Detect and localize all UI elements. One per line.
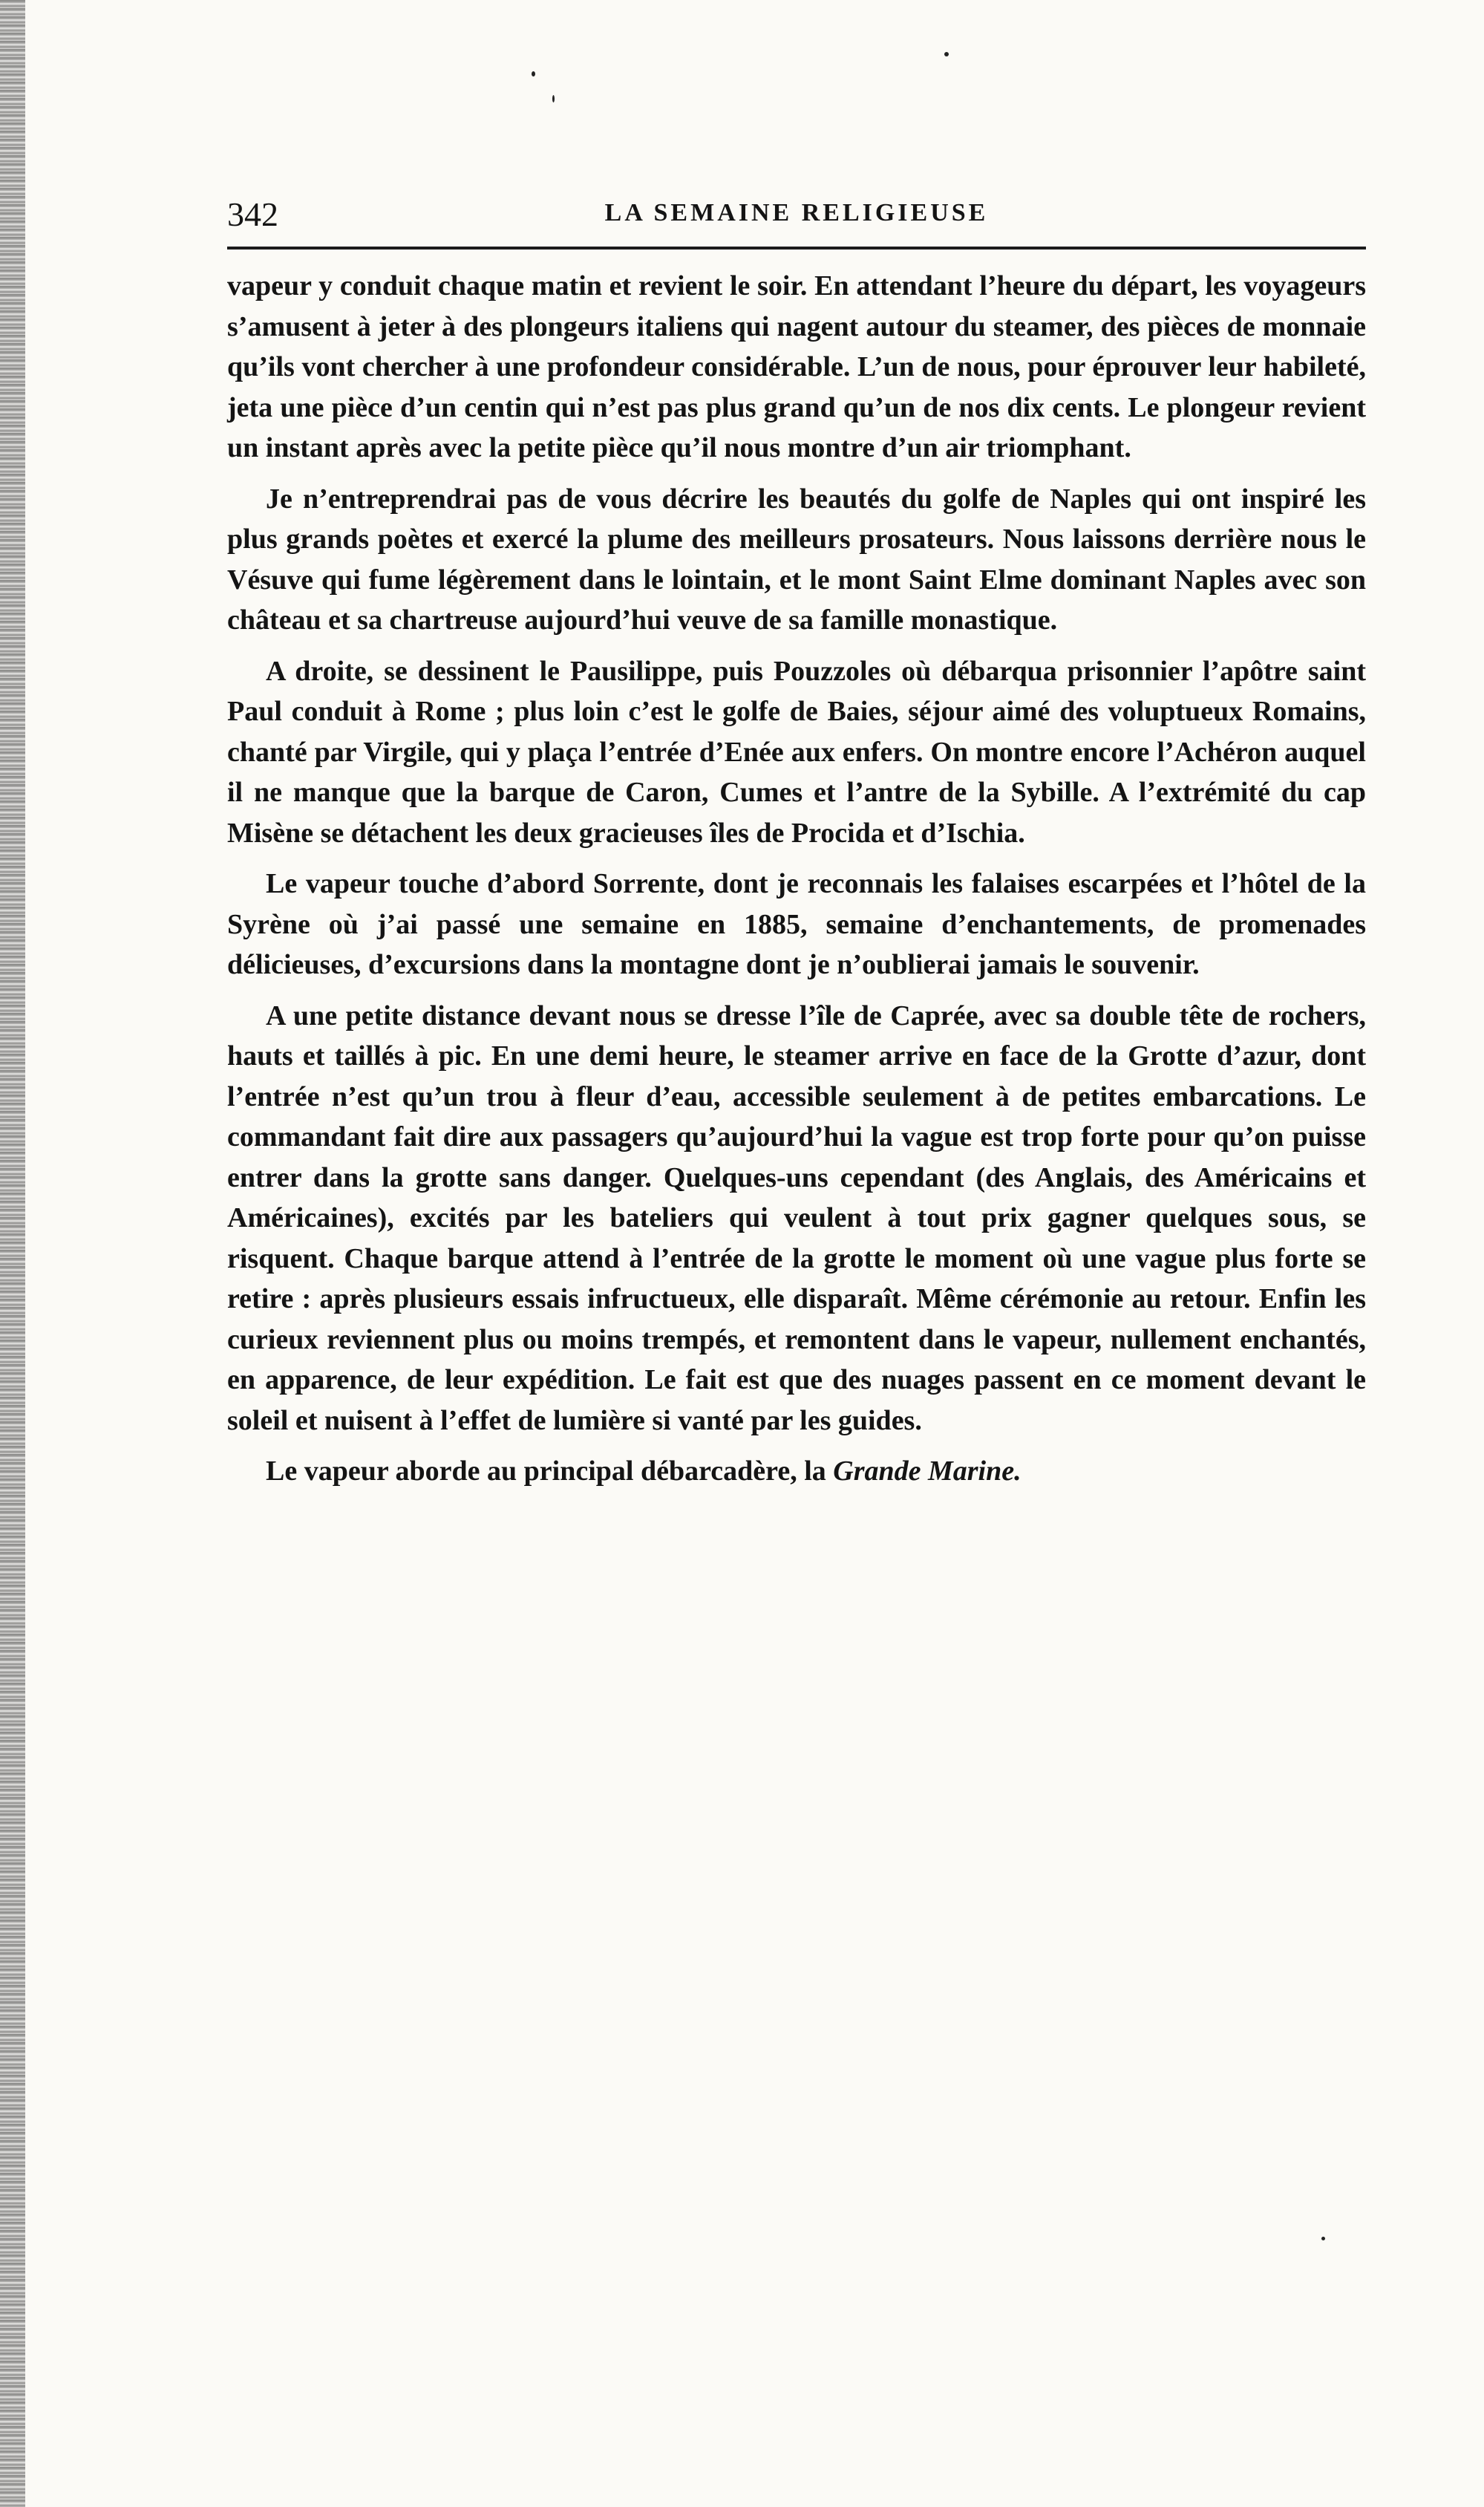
last-paragraph-italic: Grande Marine. (833, 1455, 1022, 1487)
paragraph-grande-marine (227, 1451, 1366, 1492)
header-rule (227, 247, 1366, 250)
paragraph-pausilippe: A droite, se dessinent le Pausilippe, puis Pouzzoles où débarqua prisonnier l’apôtre saint Paul conduit à Rome ; plus loin c’est le golfe de Baies, séjour aimé des voluptueux Romains, chanté par Virgile, qui y plaça l’entrée d’Enée aux enfers. On montre encore l’Achéron auquel il ne manque que la barque de Caron, Cumes et l’antre de la Sybille. A l’extrémité du cap Misène se détachent les deux gracieuses îles de Procida et d’Ischia. (227, 655, 1366, 849)
paragraph-sorrente: Le vapeur touche d’abord Sorrente, dont je reconnais les falaises escarpées et l’hôtel de la Syrène où j’ai passé une semaine en 1885, semaine d’enchantements, de promenades délicieuses, d’excursions dans la montagne dont je n’oublierai jamais le souvenir. (227, 868, 1366, 980)
text-body (227, 266, 1366, 1492)
paragraph-golfe-naples: Je n’entreprendrai pas de vous décrire les beautés du golfe de Naples qui ont inspiré les plus grands poètes et exercé la plume des meilleurs prosateurs. Nous laissons derrière nous le Vésuve qui fume légèrement dans le lointain, et le mont Saint Elme dominant Naples avec son château et sa chartreuse aujourd’hui veuve de sa famille monastique. (227, 483, 1366, 636)
paragraph-continued: vapeur y conduit chaque matin et revient le soir. En attendant l’heure du départ, les voyageurs s’amusent à jeter à des plongeurs italiens qui nagent autour du steamer, des pièces de monnaie qu’ils vont chercher à une profondeur considérable. L’un de nous, pour éprouver leur habileté, jeta une pièce d’un centin qui n’est pas plus grand qu’un de nos dix cents. Le plongeur revient un instant après avec la petite pièce qu’il nous montre d’un air triomphant. (227, 270, 1366, 463)
last-paragraph-text: Le vapeur aborde au principal débarcadère, la (266, 1455, 834, 1487)
journal-title: LA SEMAINE RELIGIEUSE (604, 199, 989, 226)
running-head (227, 192, 1366, 241)
book-binding-edge (0, 0, 25, 2507)
page-number: 342 (227, 195, 278, 233)
book-page (227, 192, 1366, 1492)
paragraph-capree: A une petite distance devant nous se dresse l’île de Caprée, avec sa double tête de rochers, hauts et taillés à pic. En une demi heure, le steamer arrive en face de la Grotte d’azur, dont l’entrée n’est qu’un trou à fleur d’eau, accessible seulement à de petites embarcations. Le commandant fait dire aux passagers qu’aujourd’hui la vague est trop forte pour qu’on puisse entrer dans la grotte sans danger. Quelques-uns cependant (des Anglais, des Américains et Américaines), excités par les bateliers qui veulent à tout prix gagner quelques sous, se risquent. Chaque barque attend à l’entrée de la grotte le moment où une vague plus forte se retire : après plusieurs essais infructueux, elle disparaît. Même cérémonie au retour. Enfin les curieux reviennent plus ou moins trempés, et remontent dans le vapeur, nullement enchantés, en apparence, de leur expédition. Le fait est que des nuages passent en ce moment devant le soleil et nuisent à l’effet de lumière si vanté par les guides. (227, 1000, 1366, 1436)
